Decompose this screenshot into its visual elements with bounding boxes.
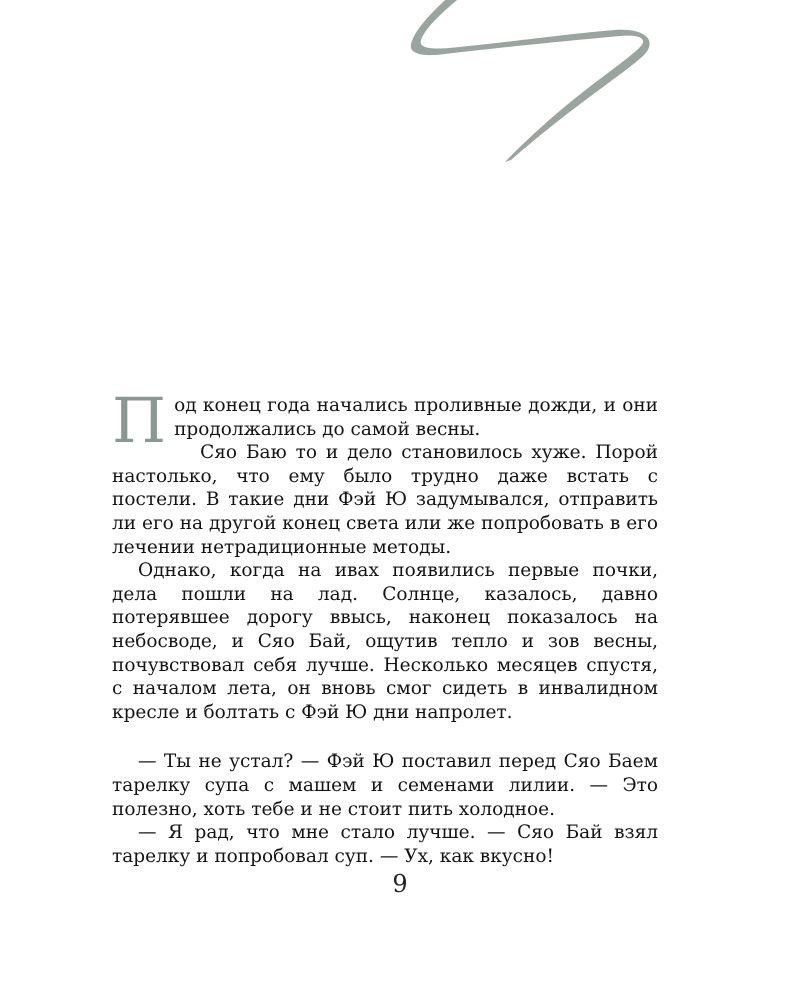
section-gap — [112, 724, 658, 750]
drop-cap: П — [112, 384, 167, 457]
paragraph-1-text: од конец года начались проливные дожди, и они продолжались до самой весны. — [174, 395, 658, 440]
paragraph-3: Однако, когда на ивах появились первые почки, дела пошли на лад. Солнце, казалось, давно потерявшее дорогу ввысь, наконец показалось на небосводе, и Сяо Бай, ощутив тепло и зов весны, почувствовал себя лучше. Несколько месяцев спустя, с началом лета, он вновь смог сидеть в инвалидном кресле и болтать с Фэй Ю дни напролет. — [112, 560, 658, 723]
paragraph-2: Сяо Баю то и дело становилось хуже. Порой настолько, что ему было трудно даже встать с постели. В такие дни Фэй Ю задумывался, отправить ли его на другой конец света или же попробовать в его лечении нетрадиционные методы. — [112, 442, 658, 558]
paragraph-1 — [112, 384, 658, 457]
decorative-swirl-ornament — [405, 0, 650, 165]
swirl-stroke — [411, 0, 650, 162]
page-number: 9 — [392, 870, 408, 898]
body-text — [112, 384, 658, 868]
paragraph-4: — Ты не устал? — Фэй Ю поставил перед Сяо Баем тарелку супа с машем и семенами лилии. — Это полезно, хоть тебе и не стоит пить холодное. — [112, 751, 658, 820]
paragraph-5: — Я рад, что мне стало лучше. — Сяо Бай взял тарелку и попробовал суп. — Ух, как вкусно! — [112, 822, 658, 867]
